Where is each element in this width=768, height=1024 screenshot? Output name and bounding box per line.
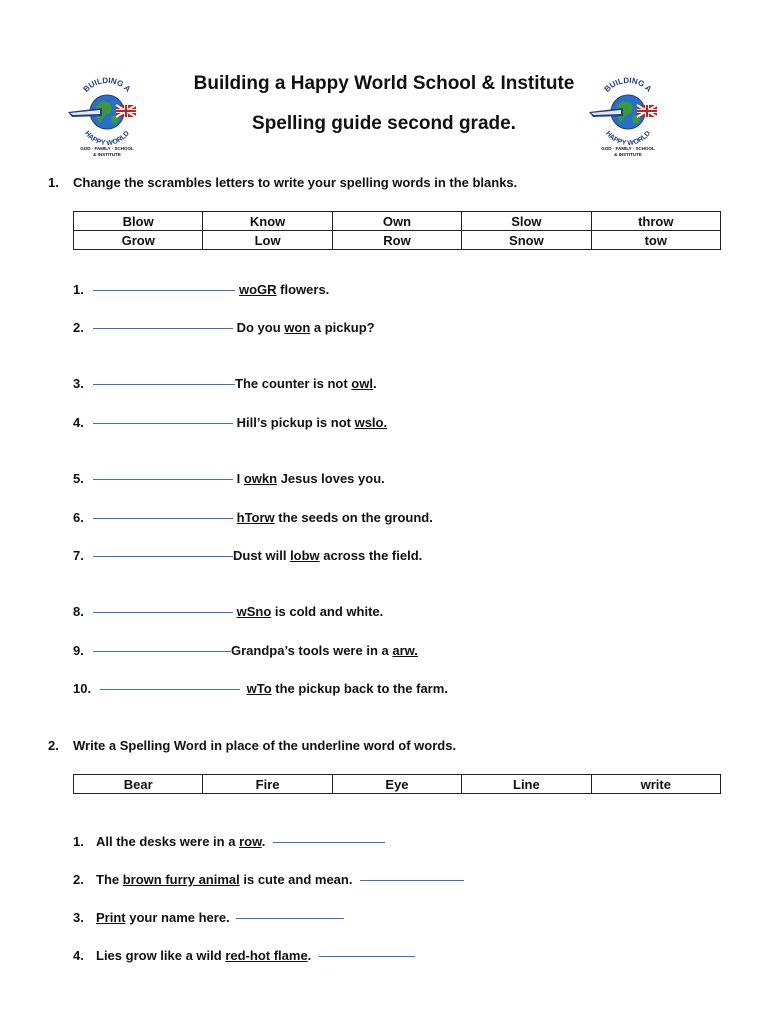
answer-blank[interactable] [93, 383, 235, 385]
svg-text:& INSTITUTE: & INSTITUTE [93, 152, 121, 157]
question-item: 3. Print your name here. [73, 910, 344, 925]
question-item: 10. wTo the pickup back to the farm. [73, 681, 448, 696]
question-item: 9. Grandpa’s tools were in a arw. [73, 643, 418, 658]
word-cell: Low [203, 231, 332, 250]
word-cell: Own [332, 212, 461, 231]
svg-text:BUILDING A: BUILDING A [602, 75, 654, 94]
instruction-text: Change the scrambles letters to write your spelling words in the blanks. [73, 175, 518, 190]
underlined-phrase: row [239, 834, 262, 849]
section2-word-table [73, 774, 721, 794]
word-cell: Blow [74, 212, 203, 231]
word-cell: Bear [74, 775, 203, 794]
instruction-text: Write a Spelling Word in place of the underline word of words. [73, 738, 457, 753]
answer-blank[interactable] [236, 917, 344, 919]
word-row [74, 775, 721, 794]
answer-blank[interactable] [93, 478, 233, 480]
question-item: 6. hTorw the seeds on the ground. [73, 510, 433, 525]
word-cell: Slow [462, 212, 591, 231]
svg-text:HAPPY WORLD: HAPPY WORLD [83, 130, 131, 148]
question-item: 4. Lies grow like a wild red-hot flame. [73, 948, 415, 963]
section2-instruction [48, 738, 456, 753]
question-item: 8. wSno is cold and white. [73, 604, 384, 619]
word-cell: write [591, 775, 720, 794]
section-number: 1. [48, 175, 59, 190]
question-item: 7. Dust will lobw across the field. [73, 548, 423, 563]
svg-text:& INSTITUTE: & INSTITUTE [614, 152, 642, 157]
word-cell: throw [591, 212, 720, 231]
svg-text:BUILDING A: BUILDING A [81, 75, 133, 94]
word-row [74, 212, 721, 231]
answer-blank[interactable] [93, 327, 233, 329]
word-cell: Snow [462, 231, 591, 250]
underlined-phrase: Print [96, 910, 126, 925]
word-cell: Grow [74, 231, 203, 250]
section-number: 2. [48, 738, 59, 753]
scrambled-word: wTo [246, 681, 272, 696]
scrambled-word: wslo. [354, 415, 388, 430]
scrambled-word: arw. [392, 643, 418, 658]
section1-word-table [73, 211, 721, 250]
answer-blank[interactable] [360, 879, 464, 881]
scrambled-word: owl [351, 376, 373, 391]
underlined-phrase: red-hot flame [225, 948, 308, 963]
scrambled-word: wSno [236, 604, 272, 619]
scrambled-word: lobw [290, 548, 320, 563]
page-subtitle: Spelling guide second grade. [252, 113, 516, 134]
question-item: 1. woGR flowers. [73, 282, 330, 297]
svg-text:GOD · FAMILY · SCHOOL: GOD · FAMILY · SCHOOL [601, 146, 655, 151]
answer-blank[interactable] [93, 555, 233, 557]
word-cell: Row [332, 231, 461, 250]
question-item: 5. I owkn Jesus loves you. [73, 471, 385, 486]
scrambled-word: woGR [239, 282, 277, 297]
svg-text:GOD · FAMILY · SCHOOL: GOD · FAMILY · SCHOOL [80, 146, 134, 151]
word-cell: Fire [203, 775, 332, 794]
answer-blank[interactable] [319, 955, 415, 957]
word-cell: tow [591, 231, 720, 250]
word-cell: Line [462, 775, 591, 794]
answer-blank[interactable] [93, 289, 235, 291]
question-item: 1. All the desks were in a row. [73, 834, 385, 849]
word-row [74, 231, 721, 250]
svg-text:HAPPY WORLD: HAPPY WORLD [604, 130, 652, 148]
answer-blank[interactable] [93, 517, 233, 519]
question-item: 2. The brown furry animal is cute and mean. [73, 872, 464, 887]
scrambled-word: owkn [243, 471, 278, 486]
page-title: Building a Happy World School & Institute [193, 73, 575, 94]
answer-blank[interactable] [93, 422, 233, 424]
answer-blank[interactable] [93, 611, 233, 613]
answer-blank[interactable] [100, 688, 240, 690]
answer-blank[interactable] [93, 650, 231, 652]
question-item: 4. Hill’s pickup is not wslo. [73, 415, 388, 430]
underlined-phrase: brown furry animal [122, 872, 240, 887]
scrambled-word: hTorw [236, 510, 275, 525]
question-item: 3. The counter is not owl. [73, 376, 377, 391]
word-cell: Eye [332, 775, 461, 794]
answer-blank[interactable] [273, 841, 385, 843]
question-item: 2. Do you won a pickup? [73, 320, 375, 335]
section1-instruction [48, 175, 517, 190]
word-cell: Know [203, 212, 332, 231]
scrambled-word: won [284, 320, 311, 335]
